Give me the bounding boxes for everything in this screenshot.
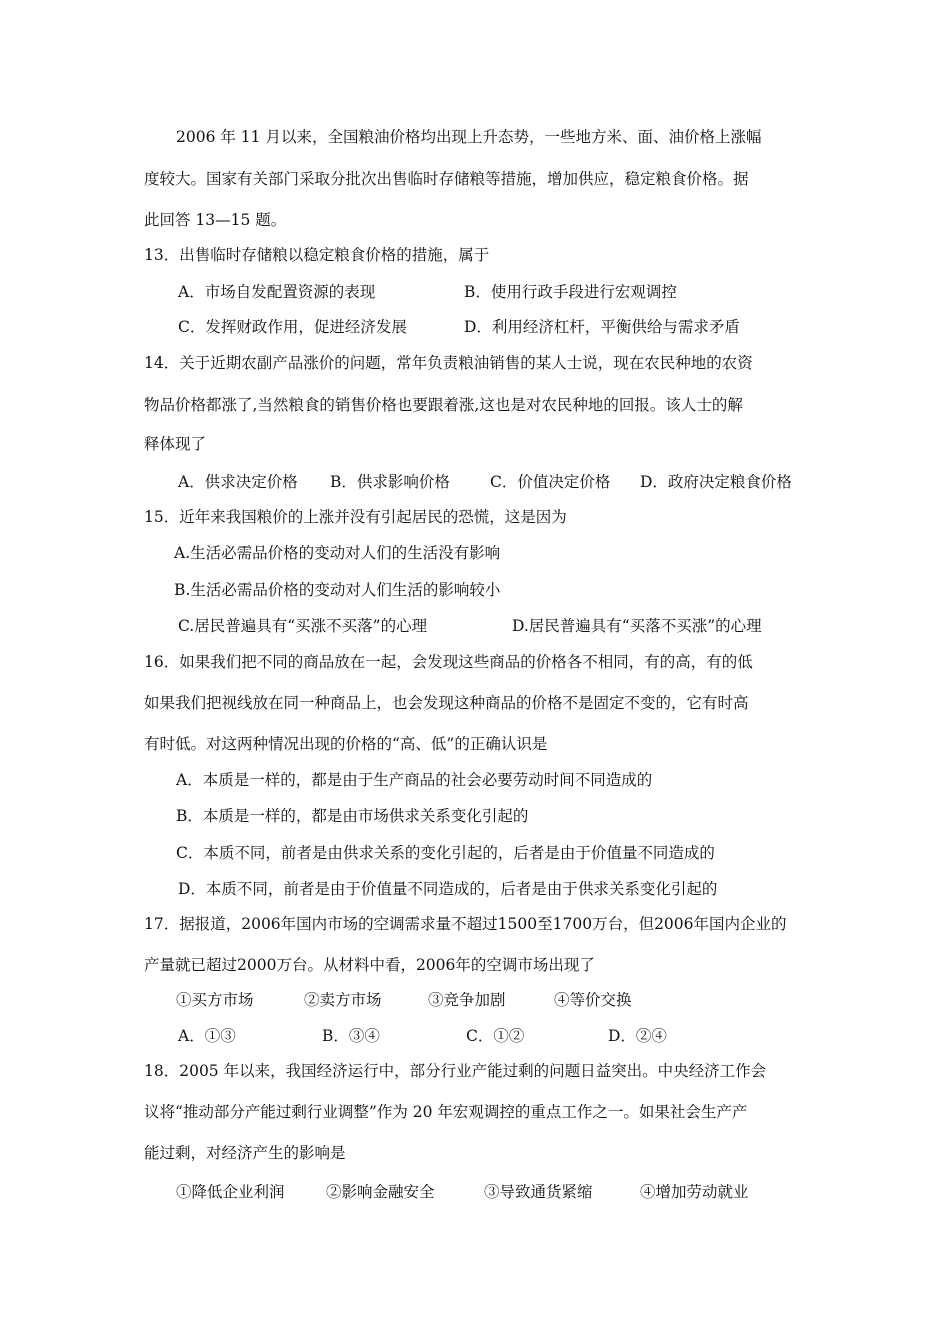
q14-option-a: A．供求决定价格 [178, 473, 298, 491]
q14-stem-line-1: 14．关于近期农副产品涨价的问题，常年负责粮油销售的某人士说，现在农民种地的农资 [144, 354, 753, 372]
intro-line-1: 2006 年 11 月以来，全国粮油价格均出现上升态势，一些地方米、面、油价格上涨幅 [176, 128, 762, 146]
q13-stem: 13．出售临时存储粮以稳定粮食价格的措施，属于 [144, 246, 490, 264]
q17-statement-2: ②卖方市场 [304, 991, 382, 1009]
q18-statement-3: ③导致通货紧缩 [484, 1183, 593, 1201]
q15-option-b: B.生活必需品价格的变动对人们生活的影响较小 [174, 581, 501, 599]
q13-option-b: B．使用行政手段进行宏观调控 [464, 283, 677, 301]
q15-option-d: D.居民普遍具有“买落不买涨”的心理 [512, 617, 762, 635]
q16-option-c: C．本质不同，前者是由供求关系的变化引起的，后者是由于价值量不同造成的 [176, 844, 715, 862]
q16-stem-line-1: 16．如果我们把不同的商品放在一起，会发现这些商品的价格各不相同，有的高，有的低 [144, 653, 753, 671]
q16-option-d: D．本质不同，前者是由于价值量不同造成的，后者是由于供求关系变化引起的 [178, 880, 718, 898]
q14-option-c: C．价值决定价格 [490, 473, 611, 491]
q17-option-b: B．③④ [322, 1027, 380, 1045]
q15-option-c: C.居民普遍具有“买涨不买落”的心理 [178, 617, 428, 635]
q17-option-d: D．②④ [608, 1027, 667, 1045]
q14-option-d: D．政府决定粮食价格 [640, 473, 792, 491]
q18-statement-2: ②影响金融安全 [326, 1183, 435, 1201]
q17-stem-line-2: 产量就已超过2000万台。从材料中看，2006年的空调市场出现了 [144, 956, 595, 974]
q18-stem-line-3: 能过剩，对经济产生的影响是 [144, 1144, 346, 1162]
q14-stem-line-3: 释体现了 [144, 435, 207, 453]
q15-option-a: A.生活必需品价格的变动对人们的生活没有影响 [174, 544, 501, 562]
q13-option-c: C．发挥财政作用，促进经济发展 [178, 318, 407, 336]
q18-statement-1: ①降低企业利润 [176, 1183, 285, 1201]
q14-stem-line-2: 物品价格都涨了,当然粮食的销售价格也要跟着涨,这也是对农民种地的回报。该人士的解 [144, 396, 743, 414]
q18-statement-4: ④增加劳动就业 [640, 1183, 749, 1201]
q13-option-a: A．市场自发配置资源的表现 [178, 283, 376, 301]
q17-option-c: C．①② [466, 1027, 525, 1045]
intro-line-3: 此回答 13—15 题。 [144, 211, 287, 229]
q17-statement-3: ③竞争加剧 [428, 991, 506, 1009]
q15-stem: 15．近年来我国粮价的上涨并没有引起居民的恐慌，这是因为 [144, 508, 567, 526]
q13-option-d: D．利用经济杠杆，平衡供给与需求矛盾 [464, 318, 740, 336]
q16-option-a: A．本质是一样的，都是由于生产商品的社会必要劳动时间不同造成的 [176, 771, 653, 789]
q16-stem-line-2: 如果我们把视线放在同一种商品上，也会发现这种商品的价格不是固定不变的，它有时高 [144, 694, 749, 712]
q16-option-b: B．本质是一样的，都是由市场供求关系变化引起的 [176, 807, 529, 825]
q18-stem-line-2: 议将“推动部分产能过剩行业调整”作为 20 年宏观调控的重点工作之一。如果社会生产产 [144, 1103, 748, 1121]
q17-stem-line-1: 17．据报道，2006年国内市场的空调需求量不超过1500至1700万台，但2006年国内企业的 [144, 915, 787, 933]
intro-line-2: 度较大。国家有关部门采取分批次出售临时存储粮等措施，增加供应，稳定粮食价格。据 [144, 170, 749, 188]
q18-stem-line-1: 18．2005 年以来，我国经济运行中，部分行业产能过剩的问题日益突出。中央经济工作会 [144, 1062, 767, 1080]
q17-statement-4: ④等价交换 [554, 991, 632, 1009]
q17-statement-1: ①买方市场 [176, 991, 254, 1009]
q16-stem-line-3: 有时低。对这两种情况出现的价格的“高、低”的正确认识是 [144, 735, 548, 753]
q14-option-b: B．供求影响价格 [330, 473, 450, 491]
q17-option-a: A．①③ [178, 1027, 236, 1045]
